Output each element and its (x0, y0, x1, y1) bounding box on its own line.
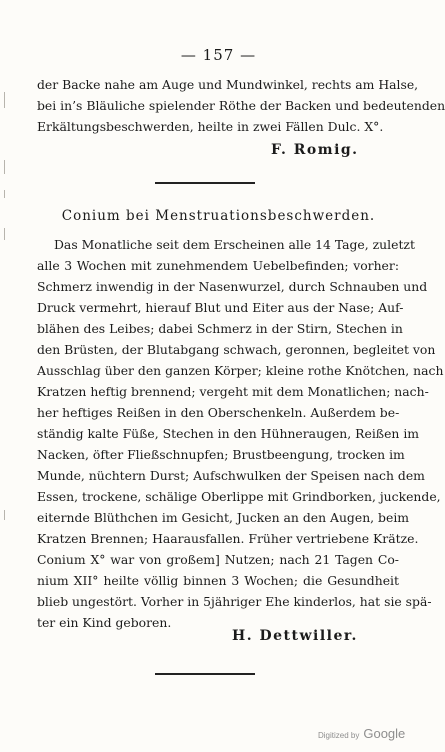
text-line: Erkältungsbeschwerden, heilte in zwei Fällen Dulc. X°. (37, 119, 384, 134)
section-title: Conium bei Menstruationsbeschwerden. (61, 208, 376, 224)
text-line: der Backe nahe am Auge und Mundwinkel, rechts am Halse, (37, 77, 419, 92)
margin-mark (4, 92, 5, 108)
signature-romig: F. Romig. (271, 142, 359, 158)
text-line: Nacken, öfter Fließschnupfen; Brustbeengung, trocken im (37, 447, 405, 462)
text-line: Druck vermehrt, hierauf Blut und Eiter aus der Nase; Auf- (37, 300, 404, 315)
text-line: blähen des Leibes; dabei Schmerz in der Stirn, Stechen in (37, 321, 403, 336)
section-divider-bottom (155, 673, 255, 675)
text-line: nium XII° heilte völlig binnen 3 Wochen; die Gesundheit (37, 573, 399, 588)
text-line: Munde, nüchtern Durst; Aufschwulken der Speisen nach dem (37, 468, 425, 483)
text-line: Conium X° war von großem] Nutzen; nach 21 Tagen Co- (37, 552, 399, 567)
text-line: Kratzen Brennen; Haarausfallen. Früher vertriebene Krätze. (37, 531, 419, 546)
text-line: ständig kalte Füße, Stechen in den Hühneraugen, Reißen im (37, 426, 420, 441)
text-line: alle 3 Wochen mit zunehmendem Uebelbefinden; vorher: (37, 258, 399, 273)
text-line: Kratzen heftig brennend; vergeht mit dem Monatlichen; nach- (37, 384, 429, 399)
margin-mark (4, 160, 5, 174)
google-logo: Google (363, 726, 406, 741)
text-line: bei in’s Bläuliche spielender Röthe der Backen und bedeutenden (37, 98, 445, 113)
text-line: Das Monatliche seit dem Erscheinen alle 14 Tage, zuletzt (54, 237, 415, 252)
text-line: den Brüsten, der Blutabgang schwach, geronnen, begleitet von (37, 342, 436, 357)
text-line: blieb ungestört. Vorher in 5jähriger Ehe kinderlos, hat sie spä- (37, 594, 432, 609)
margin-mark (4, 190, 5, 198)
margin-mark (4, 510, 5, 520)
page-number: — 157 — (180, 46, 257, 64)
text-line: her heftiges Reißen in den Oberschenkeln. Außerdem be- (37, 405, 400, 420)
text-line: Ausschlag über den ganzen Körper; kleine rothe Knötchen, nach (37, 363, 444, 378)
text-line: Essen, trockene, schälige Oberlippe mit Grindborken, juckende, (37, 489, 441, 504)
margin-mark (4, 228, 5, 240)
digitized-by-label: Digitized by (318, 731, 360, 740)
digitized-by-watermark (318, 726, 405, 741)
text-line: ter ein Kind geboren. (37, 615, 172, 630)
text-line: eiternde Blüthchen im Gesicht, Jucken an den Augen, beim (37, 510, 410, 525)
text-line: Schmerz inwendig in der Nasenwurzel, durch Schnauben und (37, 279, 428, 294)
signature-dettwiller: H. Dettwiller. (232, 628, 358, 644)
section-divider (155, 182, 255, 184)
